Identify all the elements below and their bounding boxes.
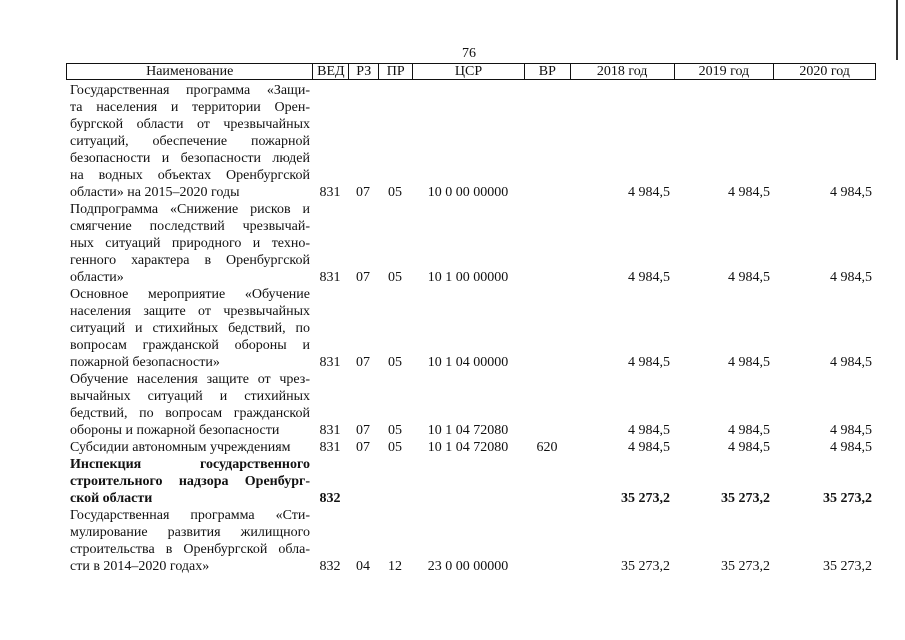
margin-edge-line bbox=[896, 0, 898, 60]
table-row bbox=[66, 286, 876, 371]
cell-pr: 12 bbox=[388, 559, 402, 574]
header-vr: ВР bbox=[524, 64, 570, 79]
cell-y2018: 4 984,5 bbox=[628, 270, 670, 285]
cell-rz: 04 bbox=[356, 559, 370, 574]
cell-y2019: 35 273,2 bbox=[721, 559, 770, 574]
cell-pr: 05 bbox=[388, 440, 402, 455]
row-name-line: области» bbox=[70, 270, 124, 285]
header-rz: РЗ bbox=[348, 64, 378, 79]
header-2020: 2020 год bbox=[773, 64, 875, 79]
row-name-line: мулирование развития жилищного bbox=[70, 525, 310, 540]
cell-y2018: 4 984,5 bbox=[628, 355, 670, 370]
cell-y2020: 35 273,2 bbox=[823, 559, 872, 574]
cell-ved: 831 bbox=[319, 185, 341, 200]
row-name-line: населения защите от чрезвычайных bbox=[70, 304, 310, 319]
header-pr: ПР bbox=[378, 64, 412, 79]
page-number: 76 bbox=[462, 46, 476, 61]
cell-y2020: 4 984,5 bbox=[830, 185, 872, 200]
table-row bbox=[66, 371, 876, 439]
row-name-line: Обучение населения защите от чрез- bbox=[70, 372, 310, 387]
row-name bbox=[66, 201, 312, 286]
row-name-line: Субсидии автономным учреждениям bbox=[70, 440, 291, 455]
header-csr: ЦСР bbox=[412, 64, 524, 79]
row-name-line: на водных объектах Оренбургской bbox=[70, 168, 310, 183]
table-header bbox=[66, 63, 876, 80]
cell-ved: 831 bbox=[319, 270, 341, 285]
cell-ved: 831 bbox=[319, 440, 341, 455]
cell-pr: 05 bbox=[388, 185, 402, 200]
cell-y2020: 4 984,5 bbox=[830, 440, 872, 455]
cell-y2020: 4 984,5 bbox=[830, 270, 872, 285]
row-name bbox=[66, 507, 312, 575]
row-name-line: строительства в Оренбургской обла- bbox=[70, 542, 310, 557]
row-name-line: Подпрограмма «Снижение рисков и bbox=[70, 202, 310, 217]
row-name-line: безопасности и безопасности людей bbox=[70, 151, 310, 166]
row-name-line: генного характера в Оренбургской bbox=[70, 253, 310, 268]
table-row bbox=[66, 82, 876, 201]
header-ved: ВЕД bbox=[312, 64, 348, 79]
cell-y2019: 4 984,5 bbox=[728, 440, 770, 455]
row-name-line: бургской области от чрезвычайных bbox=[70, 117, 310, 132]
row-name-line: Государственная программа «Защи- bbox=[70, 83, 310, 98]
cell-csr: 23 0 00 00000 bbox=[427, 559, 509, 574]
cell-rz: 07 bbox=[356, 440, 370, 455]
row-name bbox=[66, 439, 312, 456]
row-name-line: та населения и территории Орен- bbox=[70, 100, 310, 115]
cell-y2020: 4 984,5 bbox=[830, 423, 872, 438]
row-name-line: пожарной безопасности» bbox=[70, 355, 220, 370]
cell-y2018: 4 984,5 bbox=[628, 423, 670, 438]
row-name-line: области» на 2015–2020 годы bbox=[70, 185, 240, 200]
cell-y2018: 35 273,2 bbox=[621, 559, 670, 574]
row-name-line: вычайных ситуаций и стихийных bbox=[70, 389, 310, 404]
cell-csr: 10 1 04 72080 bbox=[427, 440, 509, 455]
header-2019: 2019 год bbox=[674, 64, 774, 79]
cell-rz: 07 bbox=[356, 185, 370, 200]
row-name-line: обороны и пожарной безопасности bbox=[70, 423, 280, 438]
table-row bbox=[66, 456, 876, 507]
table-row bbox=[66, 507, 876, 575]
cell-y2019: 4 984,5 bbox=[728, 270, 770, 285]
row-name bbox=[66, 82, 312, 201]
cell-pr: 05 bbox=[388, 355, 402, 370]
row-name-line: Инспекция государственного bbox=[70, 457, 310, 472]
header-name: Наименование bbox=[146, 64, 234, 79]
row-name-line: вопросам гражданской обороны и bbox=[70, 338, 310, 353]
cell-ved: 832 bbox=[319, 491, 341, 506]
cell-csr: 10 0 00 00000 bbox=[427, 185, 509, 200]
row-name bbox=[66, 456, 312, 507]
cell-y2018: 4 984,5 bbox=[628, 185, 670, 200]
row-name bbox=[66, 286, 312, 371]
cell-rz: 07 bbox=[356, 423, 370, 438]
row-name-line: бедствий, по вопросам гражданской bbox=[70, 406, 310, 421]
cell-y2019: 35 273,2 bbox=[721, 491, 770, 506]
table-row bbox=[66, 201, 876, 286]
cell-rz: 07 bbox=[356, 355, 370, 370]
row-name-line: Государственная программа «Сти- bbox=[70, 508, 310, 523]
row-name-line: сти в 2014–2020 годах» bbox=[70, 559, 210, 574]
row-name bbox=[66, 371, 312, 439]
cell-y2020: 4 984,5 bbox=[830, 355, 872, 370]
row-name-line: ской области bbox=[70, 491, 153, 506]
row-name-line: Основное мероприятие «Обучение bbox=[70, 287, 310, 302]
table-body bbox=[66, 82, 876, 575]
cell-y2018: 4 984,5 bbox=[628, 440, 670, 455]
cell-ved: 831 bbox=[319, 355, 341, 370]
row-name-line: ситуаций, обеспечение пожарной bbox=[70, 134, 310, 149]
cell-csr: 10 1 04 00000 bbox=[427, 355, 509, 370]
cell-pr: 05 bbox=[388, 423, 402, 438]
row-name-line: ных ситуаций природного и техно- bbox=[70, 236, 310, 251]
cell-y2019: 4 984,5 bbox=[728, 423, 770, 438]
cell-rz: 07 bbox=[356, 270, 370, 285]
cell-y2019: 4 984,5 bbox=[728, 185, 770, 200]
cell-ved: 831 bbox=[319, 423, 341, 438]
row-name-line: смягчение последствий чрезвычай- bbox=[70, 219, 310, 234]
cell-ved: 832 bbox=[319, 559, 341, 574]
cell-pr: 05 bbox=[388, 270, 402, 285]
cell-y2019: 4 984,5 bbox=[728, 355, 770, 370]
cell-y2018: 35 273,2 bbox=[621, 491, 670, 506]
row-name-line: ситуаций и стихийных бедствий, по bbox=[70, 321, 310, 336]
cell-vr: 620 bbox=[536, 440, 558, 455]
cell-y2020: 35 273,2 bbox=[823, 491, 872, 506]
header-2018: 2018 год bbox=[570, 64, 674, 79]
table-row bbox=[66, 439, 876, 456]
row-name-line: строительного надзора Оренбург- bbox=[70, 474, 310, 489]
cell-csr: 10 1 04 72080 bbox=[427, 423, 509, 438]
cell-csr: 10 1 00 00000 bbox=[427, 270, 509, 285]
